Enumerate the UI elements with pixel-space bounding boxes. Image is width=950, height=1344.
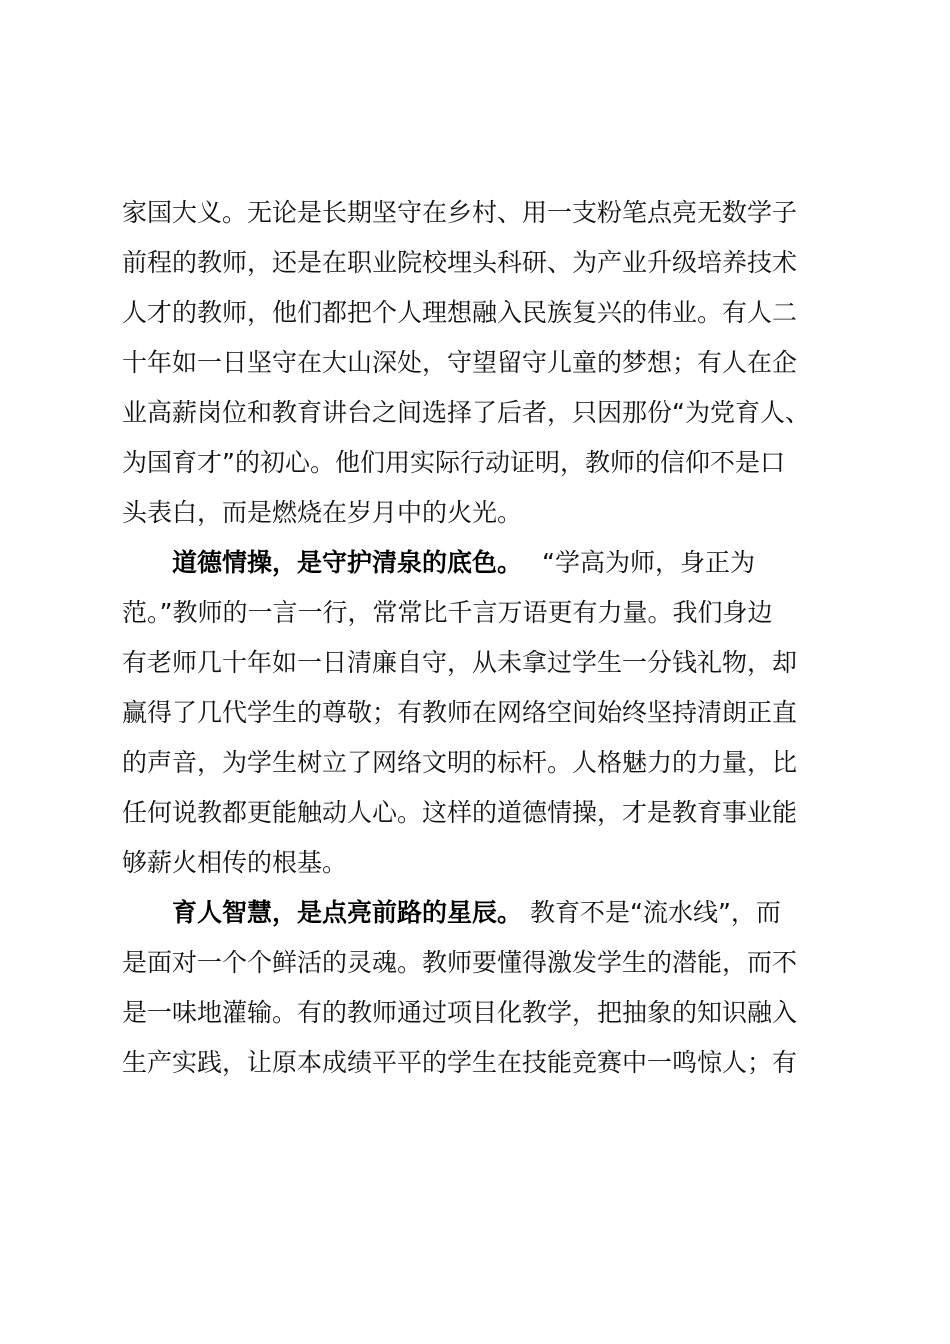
text-line: 人才的教师，他们都把个人理想融入民族复兴的伟业。有人二 (122, 298, 798, 327)
text-line: 业高薪岗位和教育讲台之间选择了后者，只因那份“为党育人、 (122, 398, 810, 427)
text-fragment: “学高为师，身正为 (542, 548, 755, 577)
text-line (122, 888, 822, 938)
text-line: 是一味地灌输。有的教师通过项目化教学，把抽象的知识融入 (122, 998, 798, 1027)
text-line: 任何说教都更能触动人心。这样的道德情操，才是教育事业能 (122, 798, 798, 827)
text-line: 是面对一个个鲜活的灵魂。教师要懂得激发学生的潜能，而不 (122, 948, 798, 977)
paragraph-morality (122, 538, 822, 888)
paragraph-heading: 道德情操，是守护清泉的底色。 (172, 548, 523, 577)
text-line: 够薪火相传的根基。 (122, 848, 348, 877)
text-line: 家国大义。无论是长期坚守在乡村、用一支粉笔点亮无数学子 (122, 198, 798, 227)
paragraph-heading: 育人智慧，是点亮前路的星辰。 (172, 898, 523, 927)
paragraph-wisdom (122, 888, 822, 1088)
paragraph-faith (122, 188, 822, 538)
text-line (122, 538, 822, 588)
text-fragment: 教育不是“流水线”，而 (530, 898, 781, 927)
document-body (122, 188, 822, 1088)
text-line: 头表白，而是燃烧在岁月中的火光。 (122, 498, 523, 527)
text-line: 生产实践，让原本成绩平平的学生在技能竞赛中一鸣惊人；有 (122, 1048, 798, 1077)
text-line: 十年如一日坚守在大山深处，守望留守儿童的梦想；有人在企 (122, 348, 798, 377)
text-line: 前程的教师，还是在职业院校埋头科研、为产业升级培养技术 (122, 248, 798, 277)
text-line: 的声音，为学生树立了网络文明的标杆。人格魅力的力量，比 (122, 748, 798, 777)
text-line: 为国育才”的初心。他们用实际行动证明，教师的信仰不是口 (122, 448, 785, 477)
text-line: 赢得了几代学生的尊敬；有教师在网络空间始终坚持清朗正直 (122, 698, 798, 727)
text-line: 范。”教师的一言一行，常常比千言万语更有力量。我们身边 (122, 598, 773, 627)
text-line: 有老师几十年如一日清廉自守，从未拿过学生一分钱礼物，却 (122, 648, 798, 677)
